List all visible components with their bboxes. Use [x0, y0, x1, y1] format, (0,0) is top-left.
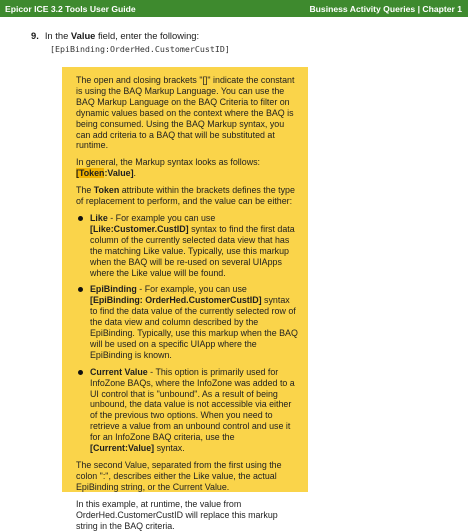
bullet-icon [78, 216, 83, 221]
note-paragraph-example: In this example, at runtime, the value from OrderHed.CustomerCustID will replace this markup string in the BAQ criteria. [76, 498, 278, 531]
step-instruction [31, 30, 199, 41]
step-text-after: field, enter the following: [95, 30, 200, 41]
option-text: - For example, you can use [136, 284, 247, 295]
option-text: syntax to find the data value of the currently selected row of the data view and column described by the EpiBinding. Typically, use this markup when the BAQ will be used on a specific UIApp where the EpiBinding is known. [90, 295, 298, 360]
syntax-example [76, 168, 137, 179]
option-syntax: [Current:Value] [90, 443, 155, 454]
step-text-before: In the [44, 30, 71, 41]
option-syntax: [Like:Customer.CustID] [90, 223, 189, 234]
note-paragraph-token [76, 185, 298, 207]
bullet-icon [78, 287, 83, 292]
step-field-name: Value [70, 30, 96, 41]
note-paragraph-second-value: The second Value, separated from the first using the colon ":", describes either the Like value, the actual EpiBinding string, or the Current Value. [76, 460, 282, 492]
option-text: syntax. [154, 443, 185, 454]
option-term: Like [90, 212, 108, 223]
code-example: [EpiBinding:OrderHed.CustomerCustID] [50, 44, 230, 54]
option-text: - This option is primarily used for InfoZone BAQs, where the InfoZone was added to a UI control that is "unbound". As a result of being unbound, the data value is not accessible via either of the previous two options. When you need to retrieve a value from an unbound control and use it for an InfoZone BAQ criteria, use the [90, 366, 295, 443]
guide-title: Epicor ICE 3.2 Tools User Guide [5, 3, 136, 14]
option-text: syntax to find the first data column of the currently selected data view that has the matching Like value. Typically, use this markup when the BAQ will be re-used on several UIApps where the Like value will be found. [90, 223, 295, 278]
chapter-title: Business Activity Queries | Chapter 1 [309, 3, 462, 14]
note-paragraph-syntax [76, 157, 298, 179]
syntax-intro: In general, the Markup syntax looks as follows: [76, 157, 261, 168]
token-post: attribute within the brackets defines the type of replacement to perform, and the value can be either: [76, 185, 295, 207]
syntax-value: :Value] [104, 168, 134, 179]
syntax-period: . [133, 168, 137, 179]
list-item-epibinding [76, 284, 298, 360]
token-highlight: [Token [76, 168, 105, 179]
list-item-like [76, 213, 298, 278]
option-term: Current Value [90, 366, 148, 377]
token-pre: The [76, 185, 94, 196]
page-header [0, 0, 468, 17]
list-item-current-value [76, 367, 298, 454]
option-term: EpiBinding [90, 284, 137, 295]
option-list [76, 213, 298, 454]
step-number: 9. [31, 30, 39, 41]
option-text: - For example you can use [107, 212, 216, 223]
option-syntax: [EpiBinding: OrderHed.CustomerCustID] [90, 295, 262, 306]
token-term: Token [93, 185, 120, 196]
note-box [62, 67, 308, 531]
bullet-icon [78, 370, 83, 375]
note-paragraph-intro: The open and closing brackets "[]" indicate the constant is using the BAQ Markup Language. You can use the BAQ Markup Language on the BAQ Criteria to filter on dynamic values based on the context where the BAQ is being consumed. Using the BAQ Markup syntax, you can add criteria to a BAQ that will be substituted at runtime. [76, 75, 295, 151]
